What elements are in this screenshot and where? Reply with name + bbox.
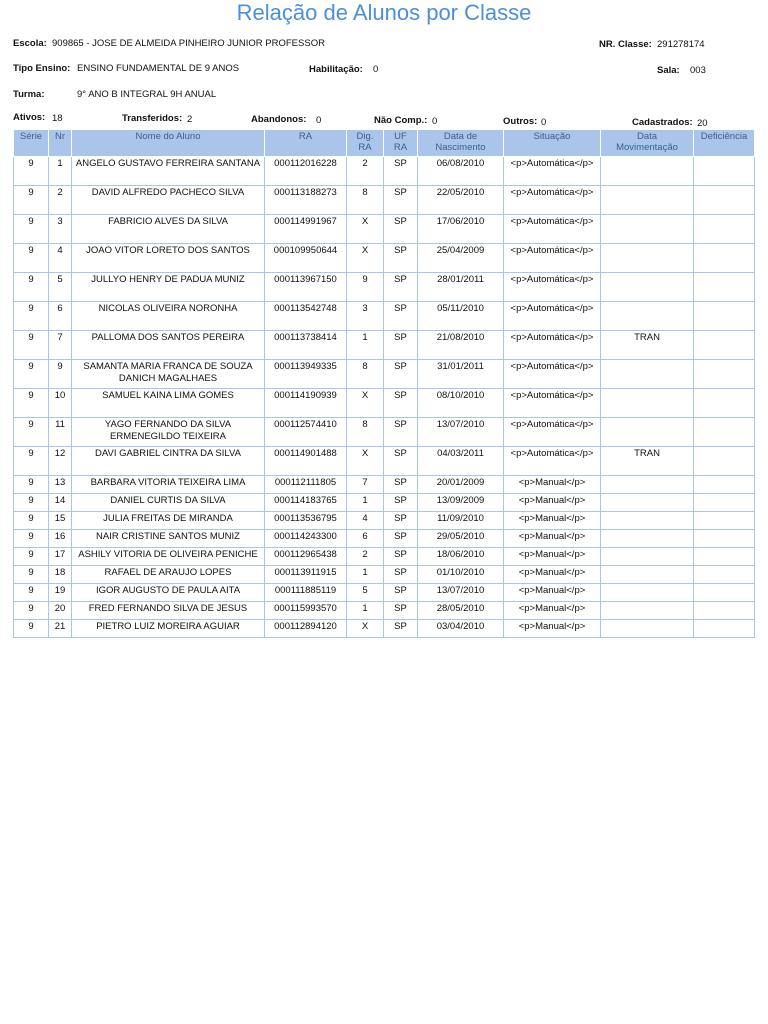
col-serie-cell: 9 bbox=[14, 302, 49, 331]
col-ra-cell: 000113542748 bbox=[265, 302, 347, 331]
col-nr-cell: 21 bbox=[49, 620, 72, 638]
col-nr-cell: 10 bbox=[49, 389, 72, 418]
col-situacao-cell: <p>Manual</p> bbox=[504, 494, 601, 512]
escola-value: 909865 - JOSE DE ALMEIDA PINHEIRO JUNIOR PROFESSOR bbox=[52, 38, 325, 49]
col-dig-ra-cell: X bbox=[347, 215, 384, 244]
col-situacao-cell: <p>Automática</p> bbox=[504, 186, 601, 215]
col-nome-cell: JULIA FREITAS DE MIRANDA bbox=[72, 512, 265, 530]
col-nr-cell: 14 bbox=[49, 494, 72, 512]
table-row bbox=[14, 215, 755, 244]
col-ra-cell: 000113738414 bbox=[265, 331, 347, 360]
col-nascimento-cell: 13/07/2010 bbox=[418, 584, 504, 602]
col-nr-cell: 9 bbox=[49, 360, 72, 389]
transferidos-value: 2 bbox=[187, 114, 193, 125]
col-situacao-cell: <p>Automática</p> bbox=[504, 273, 601, 302]
col-uf-ra-cell: SP bbox=[384, 566, 418, 584]
col-ra-cell: 000114190939 bbox=[265, 389, 347, 418]
col-ra-cell: 000113967150 bbox=[265, 273, 347, 302]
col-situacao-cell: <p>Manual</p> bbox=[504, 512, 601, 530]
table-row bbox=[14, 418, 755, 447]
col-dig-ra-cell: 1 bbox=[347, 566, 384, 584]
col-movimentacao-cell bbox=[601, 530, 694, 548]
col-movimentacao-cell bbox=[601, 476, 694, 494]
col-nr-header: Nr bbox=[49, 130, 72, 157]
habilitacao-label: Habilitação: bbox=[309, 64, 363, 75]
col-situacao-cell: <p>Manual</p> bbox=[504, 476, 601, 494]
col-uf-ra-cell: SP bbox=[384, 302, 418, 331]
col-uf-ra-cell: SP bbox=[384, 273, 418, 302]
turma-value: 9° ANO B INTEGRAL 9H ANUAL bbox=[77, 89, 217, 100]
table-row bbox=[14, 157, 755, 186]
students-table bbox=[13, 129, 755, 638]
col-situacao-cell: <p>Automática</p> bbox=[504, 418, 601, 447]
col-dig-ra-cell: 9 bbox=[347, 273, 384, 302]
col-situacao-cell: <p>Automática</p> bbox=[504, 447, 601, 476]
col-ra-cell: 000112894120 bbox=[265, 620, 347, 638]
col-movimentacao-cell bbox=[601, 360, 694, 389]
table-row bbox=[14, 530, 755, 548]
col-uf-ra-cell: SP bbox=[384, 494, 418, 512]
col-deficiencia-header: Deficiência bbox=[694, 130, 755, 157]
col-uf-ra-cell: SP bbox=[384, 584, 418, 602]
col-situacao-cell: <p>Automática</p> bbox=[504, 360, 601, 389]
col-deficiencia-cell bbox=[694, 512, 755, 530]
ativos-label: Ativos: bbox=[13, 112, 46, 123]
outros-label: Outros: bbox=[503, 116, 538, 127]
table-row bbox=[14, 360, 755, 389]
col-nome-cell: NICOLAS OLIVEIRA NORONHA bbox=[72, 302, 265, 331]
cadastrados-label: Cadastrados: bbox=[632, 117, 693, 128]
col-nascimento-cell: 01/10/2010 bbox=[418, 566, 504, 584]
col-nr-cell: 16 bbox=[49, 530, 72, 548]
col-nr-cell: 20 bbox=[49, 602, 72, 620]
col-nome-cell: NAIR CRISTINE SANTOS MUNIZ bbox=[72, 530, 265, 548]
col-nascimento-cell: 04/03/2011 bbox=[418, 447, 504, 476]
col-serie-cell: 9 bbox=[14, 494, 49, 512]
table-row bbox=[14, 602, 755, 620]
col-uf-ra-cell: SP bbox=[384, 530, 418, 548]
col-situacao-header: Situação bbox=[504, 130, 601, 157]
table-row bbox=[14, 447, 755, 476]
col-dig-ra-cell: X bbox=[347, 447, 384, 476]
ativos-value: 18 bbox=[52, 113, 63, 124]
table-row bbox=[14, 302, 755, 331]
col-ra-cell: 000114901488 bbox=[265, 447, 347, 476]
col-ra-cell: 000114183765 bbox=[265, 494, 347, 512]
col-serie-cell: 9 bbox=[14, 331, 49, 360]
col-dig-ra-cell: 3 bbox=[347, 302, 384, 331]
col-dig-ra-cell: X bbox=[347, 244, 384, 273]
tipo-ensino-value: ENSINO FUNDAMENTAL DE 9 ANOS bbox=[77, 63, 240, 74]
col-nascimento-cell: 13/09/2009 bbox=[418, 494, 504, 512]
col-uf-ra-cell: SP bbox=[384, 360, 418, 389]
col-nr-cell: 6 bbox=[49, 302, 72, 331]
cadastrados-value: 20 bbox=[697, 118, 708, 129]
col-nr-cell: 11 bbox=[49, 418, 72, 447]
col-nr-cell: 3 bbox=[49, 215, 72, 244]
col-serie-cell: 9 bbox=[14, 512, 49, 530]
col-deficiencia-cell bbox=[694, 273, 755, 302]
col-movimentacao-cell bbox=[601, 602, 694, 620]
col-dig-ra-cell: 8 bbox=[347, 360, 384, 389]
col-serie-cell: 9 bbox=[14, 476, 49, 494]
table-row bbox=[14, 620, 755, 638]
col-ra-cell: 000115993570 bbox=[265, 602, 347, 620]
col-movimentacao-cell bbox=[601, 244, 694, 273]
col-nome-cell: DAVI GABRIEL CINTRA DA SILVA bbox=[72, 447, 265, 476]
col-nascimento-cell: 13/07/2010 bbox=[418, 418, 504, 447]
col-movimentacao-cell bbox=[601, 215, 694, 244]
col-ra-header: RA bbox=[265, 130, 347, 157]
col-nome-cell: ANGELO GUSTAVO FERREIRA SANTANA bbox=[72, 157, 265, 186]
col-deficiencia-cell bbox=[694, 157, 755, 186]
col-ra-cell: 000113949335 bbox=[265, 360, 347, 389]
col-nome-cell: BARBARA VITORIA TEIXEIRA LIMA bbox=[72, 476, 265, 494]
col-nascimento-cell: 17/06/2010 bbox=[418, 215, 504, 244]
col-nome-cell: IGOR AUGUSTO DE PAULA AITA bbox=[72, 584, 265, 602]
col-deficiencia-cell bbox=[694, 530, 755, 548]
col-uf-ra-cell: SP bbox=[384, 548, 418, 566]
col-situacao-cell: <p>Manual</p> bbox=[504, 584, 601, 602]
col-ra-cell: 000112574410 bbox=[265, 418, 347, 447]
col-uf-ra-cell: SP bbox=[384, 331, 418, 360]
col-dig-ra-cell: X bbox=[347, 620, 384, 638]
col-movimentacao-header: Data Movimentação bbox=[601, 130, 694, 157]
col-ra-cell: 000114243300 bbox=[265, 530, 347, 548]
habilitacao-value: 0 bbox=[373, 64, 379, 75]
col-movimentacao-cell bbox=[601, 273, 694, 302]
col-situacao-cell: <p>Automática</p> bbox=[504, 244, 601, 273]
table-header bbox=[14, 130, 755, 157]
col-deficiencia-cell bbox=[694, 244, 755, 273]
col-serie-cell: 9 bbox=[14, 360, 49, 389]
col-movimentacao-cell bbox=[601, 548, 694, 566]
col-nr-cell: 1 bbox=[49, 157, 72, 186]
col-uf-ra-cell: SP bbox=[384, 418, 418, 447]
col-situacao-cell: <p>Automática</p> bbox=[504, 302, 601, 331]
col-serie-cell: 9 bbox=[14, 244, 49, 273]
col-deficiencia-cell bbox=[694, 476, 755, 494]
col-dig-ra-cell: X bbox=[347, 389, 384, 418]
col-deficiencia-cell bbox=[694, 215, 755, 244]
col-nascimento-cell: 05/11/2010 bbox=[418, 302, 504, 331]
col-deficiencia-cell bbox=[694, 494, 755, 512]
col-situacao-cell: <p>Automática</p> bbox=[504, 389, 601, 418]
col-deficiencia-cell bbox=[694, 331, 755, 360]
col-situacao-cell: <p>Manual</p> bbox=[504, 548, 601, 566]
col-serie-cell: 9 bbox=[14, 418, 49, 447]
table-row bbox=[14, 389, 755, 418]
col-nr-cell: 15 bbox=[49, 512, 72, 530]
page-title: Relação de Alunos por Classe bbox=[236, 0, 532, 25]
col-nr-cell: 13 bbox=[49, 476, 72, 494]
table-row bbox=[14, 244, 755, 273]
col-dig-ra-cell: 8 bbox=[347, 418, 384, 447]
col-movimentacao-cell bbox=[601, 418, 694, 447]
col-deficiencia-cell bbox=[694, 418, 755, 447]
col-dig-ra-cell: 7 bbox=[347, 476, 384, 494]
col-movimentacao-cell: TRAN bbox=[601, 331, 694, 360]
col-nascimento-cell: 28/01/2011 bbox=[418, 273, 504, 302]
col-nome-cell: DAVID ALFREDO PACHECO SILVA bbox=[72, 186, 265, 215]
col-deficiencia-cell bbox=[694, 186, 755, 215]
col-nascimento-cell: 08/10/2010 bbox=[418, 389, 504, 418]
col-serie-cell: 9 bbox=[14, 620, 49, 638]
col-serie-header: Série bbox=[14, 130, 49, 157]
turma-label: Turma: bbox=[13, 89, 45, 100]
col-deficiencia-cell bbox=[694, 602, 755, 620]
col-serie-cell: 9 bbox=[14, 530, 49, 548]
col-movimentacao-cell bbox=[601, 494, 694, 512]
table-header-row bbox=[14, 130, 755, 157]
col-ra-cell: 000112016228 bbox=[265, 157, 347, 186]
col-dig-ra-cell: 1 bbox=[347, 494, 384, 512]
col-nome-cell: FABRICIO ALVES DA SILVA bbox=[72, 215, 265, 244]
col-situacao-cell: <p>Manual</p> bbox=[504, 530, 601, 548]
col-movimentacao-cell bbox=[601, 302, 694, 331]
col-situacao-cell: <p>Automática</p> bbox=[504, 157, 601, 186]
col-nascimento-cell: 06/08/2010 bbox=[418, 157, 504, 186]
col-ra-cell: 000111885119 bbox=[265, 584, 347, 602]
col-nome-cell: RAFAEL DE ARAUJO LOPES bbox=[72, 566, 265, 584]
col-nr-cell: 2 bbox=[49, 186, 72, 215]
col-uf-ra-cell: SP bbox=[384, 476, 418, 494]
col-uf-ra-cell: SP bbox=[384, 512, 418, 530]
transferidos-label: Transferidos: bbox=[122, 113, 183, 124]
col-nome-cell: JULLYO HENRY DE PADUA MUNIZ bbox=[72, 273, 265, 302]
col-uf-ra-cell: SP bbox=[384, 244, 418, 273]
col-nascimento-cell: 28/05/2010 bbox=[418, 602, 504, 620]
col-uf-ra-cell: SP bbox=[384, 215, 418, 244]
col-deficiencia-cell bbox=[694, 389, 755, 418]
col-ra-cell: 000112965438 bbox=[265, 548, 347, 566]
col-nr-cell: 7 bbox=[49, 331, 72, 360]
col-deficiencia-cell bbox=[694, 584, 755, 602]
col-nascimento-header: Data de Nascimento bbox=[418, 130, 504, 157]
col-deficiencia-cell bbox=[694, 302, 755, 331]
col-situacao-cell: <p>Automática</p> bbox=[504, 215, 601, 244]
col-nascimento-cell: 25/04/2009 bbox=[418, 244, 504, 273]
col-situacao-cell: <p>Manual</p> bbox=[504, 566, 601, 584]
col-uf-ra-cell: SP bbox=[384, 186, 418, 215]
sala-label: Sala: bbox=[657, 65, 680, 76]
col-nome-cell: SAMANTA MARIA FRANCA DE SOUZA DANICH MAGALHAES bbox=[72, 360, 265, 389]
table-row bbox=[14, 186, 755, 215]
col-dig-ra-cell: 2 bbox=[347, 157, 384, 186]
table-row bbox=[14, 273, 755, 302]
col-deficiencia-cell bbox=[694, 620, 755, 638]
col-serie-cell: 9 bbox=[14, 566, 49, 584]
table-row bbox=[14, 494, 755, 512]
col-serie-cell: 9 bbox=[14, 273, 49, 302]
col-movimentacao-cell bbox=[601, 157, 694, 186]
col-ra-cell: 000113536795 bbox=[265, 512, 347, 530]
col-nome-cell: ASHILY VITORIA DE OLIVEIRA PENICHE bbox=[72, 548, 265, 566]
col-nascimento-cell: 31/01/2011 bbox=[418, 360, 504, 389]
col-serie-cell: 9 bbox=[14, 447, 49, 476]
col-movimentacao-cell bbox=[601, 584, 694, 602]
nr-classe-value: 291278174 bbox=[657, 39, 705, 50]
table-row bbox=[14, 584, 755, 602]
col-deficiencia-cell bbox=[694, 566, 755, 584]
col-serie-cell: 9 bbox=[14, 584, 49, 602]
tipo-ensino-label: Tipo Ensino: bbox=[13, 63, 71, 74]
col-situacao-cell: <p>Automática</p> bbox=[504, 331, 601, 360]
col-ra-cell: 000112111805 bbox=[265, 476, 347, 494]
col-nr-cell: 17 bbox=[49, 548, 72, 566]
col-ra-cell: 000114991967 bbox=[265, 215, 347, 244]
col-nascimento-cell: 29/05/2010 bbox=[418, 530, 504, 548]
col-nr-cell: 12 bbox=[49, 447, 72, 476]
col-movimentacao-cell bbox=[601, 186, 694, 215]
col-nascimento-cell: 22/05/2010 bbox=[418, 186, 504, 215]
col-uf-ra-cell: SP bbox=[384, 602, 418, 620]
table-row bbox=[14, 566, 755, 584]
col-movimentacao-cell bbox=[601, 389, 694, 418]
col-nome-cell: YAGO FERNANDO DA SILVA ERMENEGILDO TEIXEIRA bbox=[72, 418, 265, 447]
col-nome-cell: DANIEL CURTIS DA SILVA bbox=[72, 494, 265, 512]
col-uf-ra-cell: SP bbox=[384, 157, 418, 186]
col-movimentacao-cell bbox=[601, 566, 694, 584]
col-nome-cell: PIETRO LUIZ MOREIRA AGUIAR bbox=[72, 620, 265, 638]
nao-comp-label: Não Comp.: bbox=[374, 115, 428, 126]
col-movimentacao-cell: TRAN bbox=[601, 447, 694, 476]
col-uf-ra-cell: SP bbox=[384, 620, 418, 638]
table-row bbox=[14, 476, 755, 494]
col-serie-cell: 9 bbox=[14, 389, 49, 418]
abandonos-label: Abandonos: bbox=[251, 114, 307, 125]
col-deficiencia-cell bbox=[694, 360, 755, 389]
outros-value: 0 bbox=[541, 117, 547, 128]
col-dig-ra-cell: 1 bbox=[347, 331, 384, 360]
col-nascimento-cell: 20/01/2009 bbox=[418, 476, 504, 494]
col-uf-ra-cell: SP bbox=[384, 447, 418, 476]
col-nome-header: Nome do Aluno bbox=[72, 130, 265, 157]
col-dig-ra-cell: 1 bbox=[347, 602, 384, 620]
col-dig-ra-cell: 4 bbox=[347, 512, 384, 530]
col-nr-cell: 4 bbox=[49, 244, 72, 273]
col-uf-ra-cell: SP bbox=[384, 389, 418, 418]
col-ra-cell: 000113911915 bbox=[265, 566, 347, 584]
col-nome-cell: JOAO VITOR LORETO DOS SANTOS bbox=[72, 244, 265, 273]
col-movimentacao-cell bbox=[601, 620, 694, 638]
col-dig-ra-cell: 6 bbox=[347, 530, 384, 548]
col-dig-ra-cell: 8 bbox=[347, 186, 384, 215]
table-row bbox=[14, 512, 755, 530]
col-dig-ra-cell: 2 bbox=[347, 548, 384, 566]
nao-comp-value: 0 bbox=[432, 116, 438, 127]
col-situacao-cell: <p>Manual</p> bbox=[504, 620, 601, 638]
col-serie-cell: 9 bbox=[14, 186, 49, 215]
col-nascimento-cell: 21/08/2010 bbox=[418, 331, 504, 360]
col-uf-ra-header: UF RA bbox=[384, 130, 418, 157]
col-nr-cell: 5 bbox=[49, 273, 72, 302]
col-nascimento-cell: 11/09/2010 bbox=[418, 512, 504, 530]
col-nascimento-cell: 18/06/2010 bbox=[418, 548, 504, 566]
escola-label: Escola: bbox=[13, 38, 47, 49]
col-dig-ra-header: Dig. RA bbox=[347, 130, 384, 157]
col-nr-cell: 18 bbox=[49, 566, 72, 584]
col-nome-cell: SAMUEL KAINA LIMA GOMES bbox=[72, 389, 265, 418]
col-movimentacao-cell bbox=[601, 512, 694, 530]
col-nome-cell: FRED FERNANDO SILVA DE JESUS bbox=[72, 602, 265, 620]
sala-value: 003 bbox=[690, 65, 706, 76]
col-nascimento-cell: 03/04/2010 bbox=[418, 620, 504, 638]
col-dig-ra-cell: 5 bbox=[347, 584, 384, 602]
nr-classe-label: NR. Classe: bbox=[599, 39, 652, 50]
col-serie-cell: 9 bbox=[14, 215, 49, 244]
table-row bbox=[14, 548, 755, 566]
table-body bbox=[14, 157, 755, 638]
col-deficiencia-cell bbox=[694, 447, 755, 476]
col-deficiencia-cell bbox=[694, 548, 755, 566]
col-nome-cell: PALLOMA DOS SANTOS PEREIRA bbox=[72, 331, 265, 360]
col-serie-cell: 9 bbox=[14, 157, 49, 186]
abandonos-value: 0 bbox=[316, 115, 322, 126]
col-nr-cell: 19 bbox=[49, 584, 72, 602]
col-serie-cell: 9 bbox=[14, 602, 49, 620]
col-ra-cell: 000113188273 bbox=[265, 186, 347, 215]
col-ra-cell: 000109950644 bbox=[265, 244, 347, 273]
col-serie-cell: 9 bbox=[14, 548, 49, 566]
col-situacao-cell: <p>Manual</p> bbox=[504, 602, 601, 620]
table-row bbox=[14, 331, 755, 360]
